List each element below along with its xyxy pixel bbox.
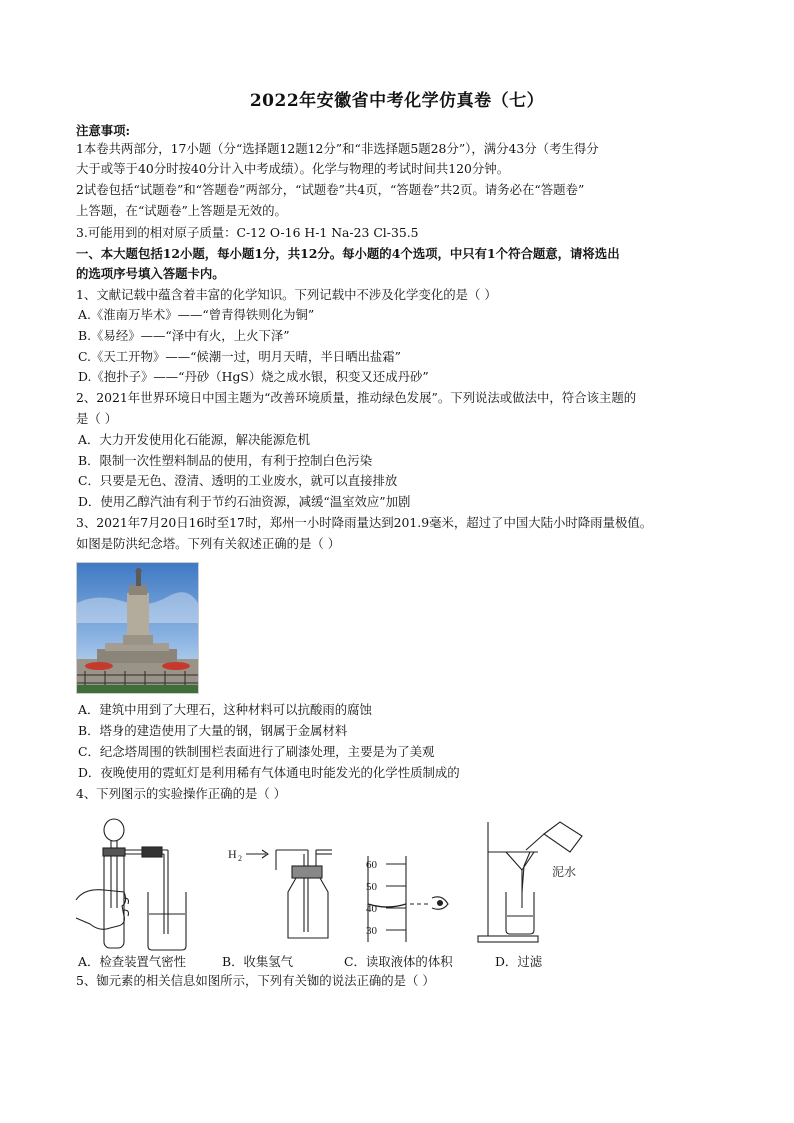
section-instructions: 的选项序号填入答题卡内。 bbox=[76, 266, 225, 281]
hydrogen-subscript: 2 bbox=[238, 854, 242, 863]
question-1-option-c: C.《天工开物》——“候潮一过，明月天晴，半日晒出盐霜” bbox=[78, 349, 402, 364]
question-1-stem: 1、文献记载中蕴含着丰富的化学知识。下列记载中不涉及化学变化的是（ ） bbox=[76, 287, 497, 302]
question-2-stem: 是（ ） bbox=[76, 411, 118, 426]
question-3-stem: 3、2021年7月20日16时至17时，郑州一小时降雨量达到201.9毫米，超过了中国大陆小时降雨量极值。 bbox=[76, 515, 653, 530]
airtightness-apparatus bbox=[76, 819, 186, 950]
question-3-stem: 如图是防洪纪念塔。下列有关叙述正确的是（ ） bbox=[76, 536, 341, 551]
notes-line: 3.可能用到的相对原子质量：C-12 O-16 H-1 Na-23 Cl-35.5 bbox=[76, 225, 419, 240]
question-1-option-b: B.《易经》——“泽中有火，上火下泽” bbox=[78, 328, 290, 343]
notes-line: 大于或等于40分时按40分计入中考成绩）。化学与物理的考试时间共120分钟。 bbox=[76, 161, 510, 176]
question-1-option-d: D.《抱扑子》——“丹砂（HgS）烧之成水银，积变又还成丹砂” bbox=[78, 369, 429, 384]
filtration-apparatus bbox=[478, 822, 582, 942]
hydrogen-label: H bbox=[228, 847, 237, 861]
muddy-water-label: 泥水 bbox=[552, 865, 577, 879]
question-2-stem: 2、2021年世界环境日中国主题为“改善环境质量，推动绿色发展”。下列说法或做法中，符合该主题的 bbox=[76, 390, 637, 405]
graduated-cylinder bbox=[366, 856, 448, 942]
tick-label: 50 bbox=[366, 881, 377, 893]
lab-operations-figure bbox=[70, 812, 610, 952]
question-3-option-b: B．塔身的建造使用了大量的钢，钢属于金属材料 bbox=[78, 723, 348, 738]
memorial-tower-photo bbox=[76, 562, 199, 694]
question-1-option-a: A.《淮南万毕术》——“曾青得铁则化为铜” bbox=[78, 307, 315, 322]
figure-caption-d: D．过滤 bbox=[495, 954, 543, 969]
notes-line: 上答题，在“试题卷”上答题是无效的。 bbox=[76, 203, 287, 218]
tick-label: 40 bbox=[366, 903, 377, 915]
figure-caption-b: B．收集氢气 bbox=[222, 954, 294, 969]
notes-heading: 注意事项: bbox=[76, 123, 131, 138]
question-3-option-c: C．纪念塔周围的铁制围栏表面进行了刷漆处理，主要是为了美观 bbox=[78, 744, 435, 759]
question-2-option-d: D．使用乙醇汽油有利于节约石油资源，减缓“温室效应”加剧 bbox=[78, 494, 411, 509]
memorial-tower-illustration bbox=[77, 563, 198, 693]
figure-caption-c: C．读取液体的体积 bbox=[344, 954, 453, 969]
question-2-option-a: A．大力开发使用化石能源，解决能源危机 bbox=[78, 432, 310, 447]
tick-label: 60 bbox=[366, 859, 377, 871]
page-title: 2022年安徽省中考化学仿真卷（七） bbox=[249, 91, 545, 111]
question-5-stem: 5、铷元素的相关信息如图所示，下列有关铷的说法正确的是（ ） bbox=[76, 973, 435, 988]
gas-collection-bottle bbox=[228, 847, 332, 938]
tick-label: 30 bbox=[366, 925, 377, 937]
figure-caption-a: A．检查装置气密性 bbox=[78, 954, 187, 969]
question-4-stem: 4、下列图示的实验操作正确的是（ ） bbox=[76, 786, 287, 801]
question-2-option-c: C．只要是无色、澄清、透明的工业废水，就可以直接排放 bbox=[78, 473, 398, 488]
question-3-option-d: D．夜晚使用的霓虹灯是利用稀有气体通电时能发光的化学性质制成的 bbox=[78, 765, 460, 780]
notes-line: 2试卷包括“试题卷”和“答题卷”两部分，“试题卷”共4页，“答题卷”共2页。请务必在“答题卷” bbox=[76, 182, 585, 197]
lab-operations-diagram bbox=[70, 812, 610, 952]
section-instructions: 一、本大题包括12小题，每小题1分，共12分。每小题的4个选项，中只有1个符合题意，请将选出 bbox=[76, 246, 620, 261]
question-2-option-b: B．限制一次性塑料制品的使用，有利于控制白色污染 bbox=[78, 453, 373, 468]
question-3-option-a: A．建筑中用到了大理石，这种材料可以抗酸雨的腐蚀 bbox=[78, 702, 372, 717]
notes-line: 1本卷共两部分，17小题（分“选择题12题12分”和“非选择题5题28分”），满分43分（考生得分 bbox=[76, 141, 599, 156]
